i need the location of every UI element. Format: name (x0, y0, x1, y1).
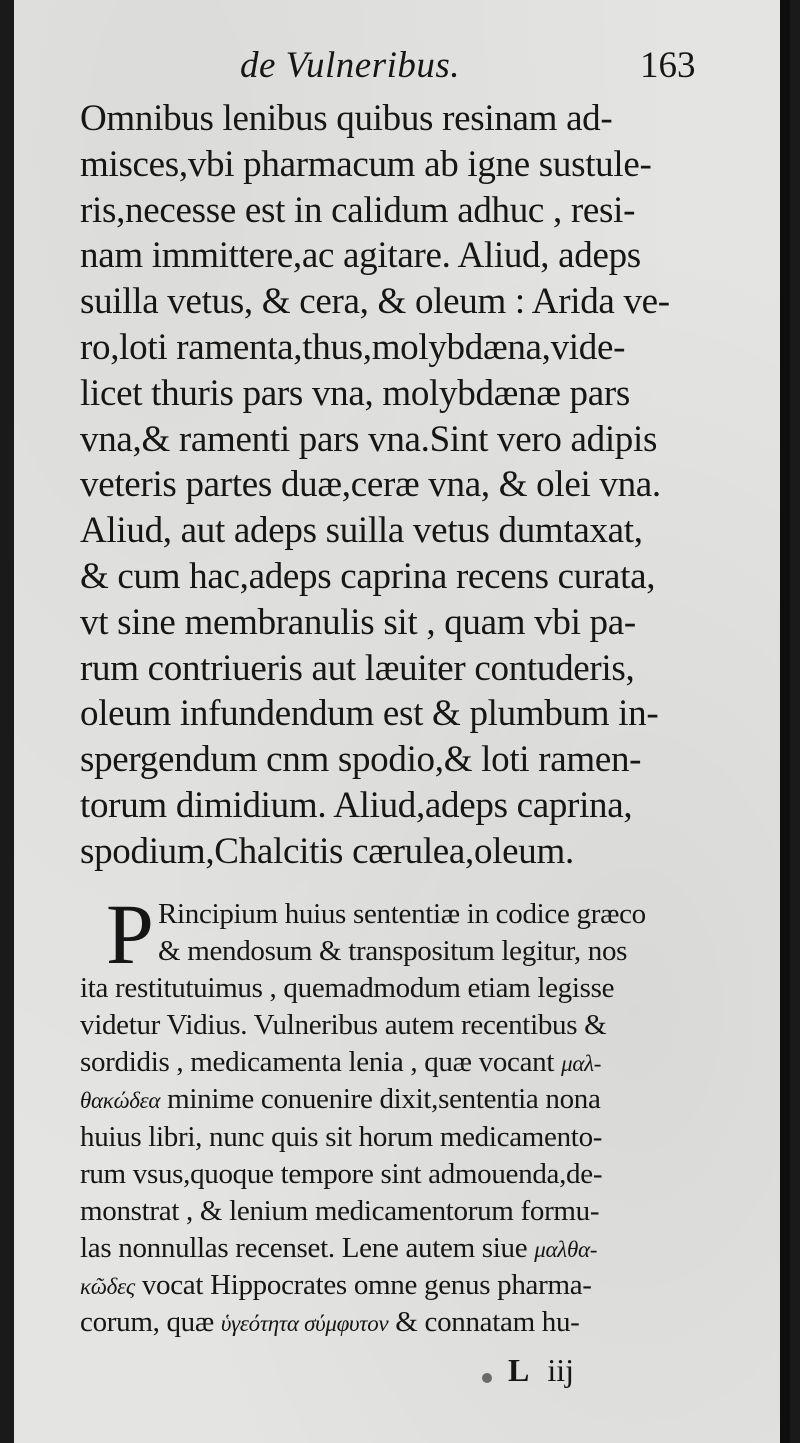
text-line: veteris partes duæ,ceræ vna, & olei vna. (80, 464, 661, 506)
text-line: ris,necesse est in calidum adhuc , resi- (80, 189, 636, 231)
page-header (14, 38, 790, 94)
text-line: spergendum cnm spodio,& loti ramen- (80, 739, 642, 781)
text-line: nam immittere,ac agitare. Aliud, adeps (80, 235, 641, 277)
commentary-line: rum vsus,quoque tempore sint admouenda,de- (80, 1157, 603, 1190)
running-head: de Vulneribus. (240, 45, 461, 86)
ink-blot (482, 1373, 492, 1383)
greek-word: κῶδες (80, 1273, 135, 1299)
text-line: Omnibus lenibus quibus resinam ad- (80, 98, 613, 139)
text-line: rum contriueris aut læuiter contuderis, (80, 647, 635, 689)
page-edge-shadow (780, 0, 790, 1443)
commentary-line: las nonnullas recenset. Lene autem siue μαλθα- (80, 1231, 598, 1264)
signature-mark (508, 1350, 574, 1390)
text-line: & cum hac,adeps caprina recens curata, (80, 555, 656, 597)
text-line: suilla vetus, & cera, & oleum : Arida ve- (80, 281, 670, 323)
commentary-line: sordidis , medicamenta lenia , quæ vocant μαλ- (80, 1046, 602, 1079)
text-line: ro,loti ramenta,thus,molybdæna,vide- (80, 326, 626, 368)
commentary-line: huius libri, nunc quis sit horum medicamento- (80, 1120, 603, 1153)
greek-word: μαλθα- (534, 1236, 598, 1262)
text-line: torum dimidium. Aliud,adeps caprina, (80, 784, 633, 826)
greek-word: μαλ- (561, 1051, 602, 1077)
commentary-line: monstrat , & lenium medicamentorum formu- (80, 1194, 600, 1227)
book-page (14, 0, 790, 1443)
text-line: oleum infundendum est & plumbum in- (80, 693, 659, 735)
page-number: 163 (640, 45, 696, 86)
text-line: spodium,Chalcitis cærulea,oleum. (80, 830, 574, 872)
commentary-line: θακώδεα minime conuenire dixit,sententia nona (80, 1083, 601, 1116)
commentary-line: ita restitutuimus , quemadmodum etiam legisse (80, 972, 615, 1005)
commentary-line: Rincipium huius sententiæ in codice græco (158, 898, 646, 930)
main-text (80, 96, 735, 875)
commentary-block (80, 886, 735, 1356)
signature-letter: L (508, 1352, 530, 1388)
text-line: licet thuris pars vna, molybdænæ pars (80, 372, 630, 414)
drop-cap: P (106, 886, 154, 982)
signature-numeral: iij (547, 1352, 575, 1388)
text-line: vna,& ramenti pars vna.Sint vero adipis (80, 418, 658, 460)
commentary-line: corum, quæ ὑγεότητα σύμφυτον & connatam hu- (80, 1306, 580, 1339)
commentary-line: κῶδες vocat Hippocrates omne genus pharma- (80, 1268, 592, 1301)
text-line: vt sine membranulis sit , quam vbi pa- (80, 601, 636, 643)
commentary-line: videtur Vidius. Vulneribus autem recentibus & (80, 1009, 607, 1042)
text-line: misces,vbi pharmacum ab igne sustule- (80, 143, 652, 185)
greek-word: θακώδεα (80, 1088, 161, 1114)
greek-phrase: ὑγεότητα σύμφυτον (220, 1311, 389, 1337)
text-line: Aliud, aut adeps suilla vetus dumtaxat, (80, 510, 643, 552)
commentary-line: & mendosum & transpositum legitur, nos (158, 935, 628, 968)
